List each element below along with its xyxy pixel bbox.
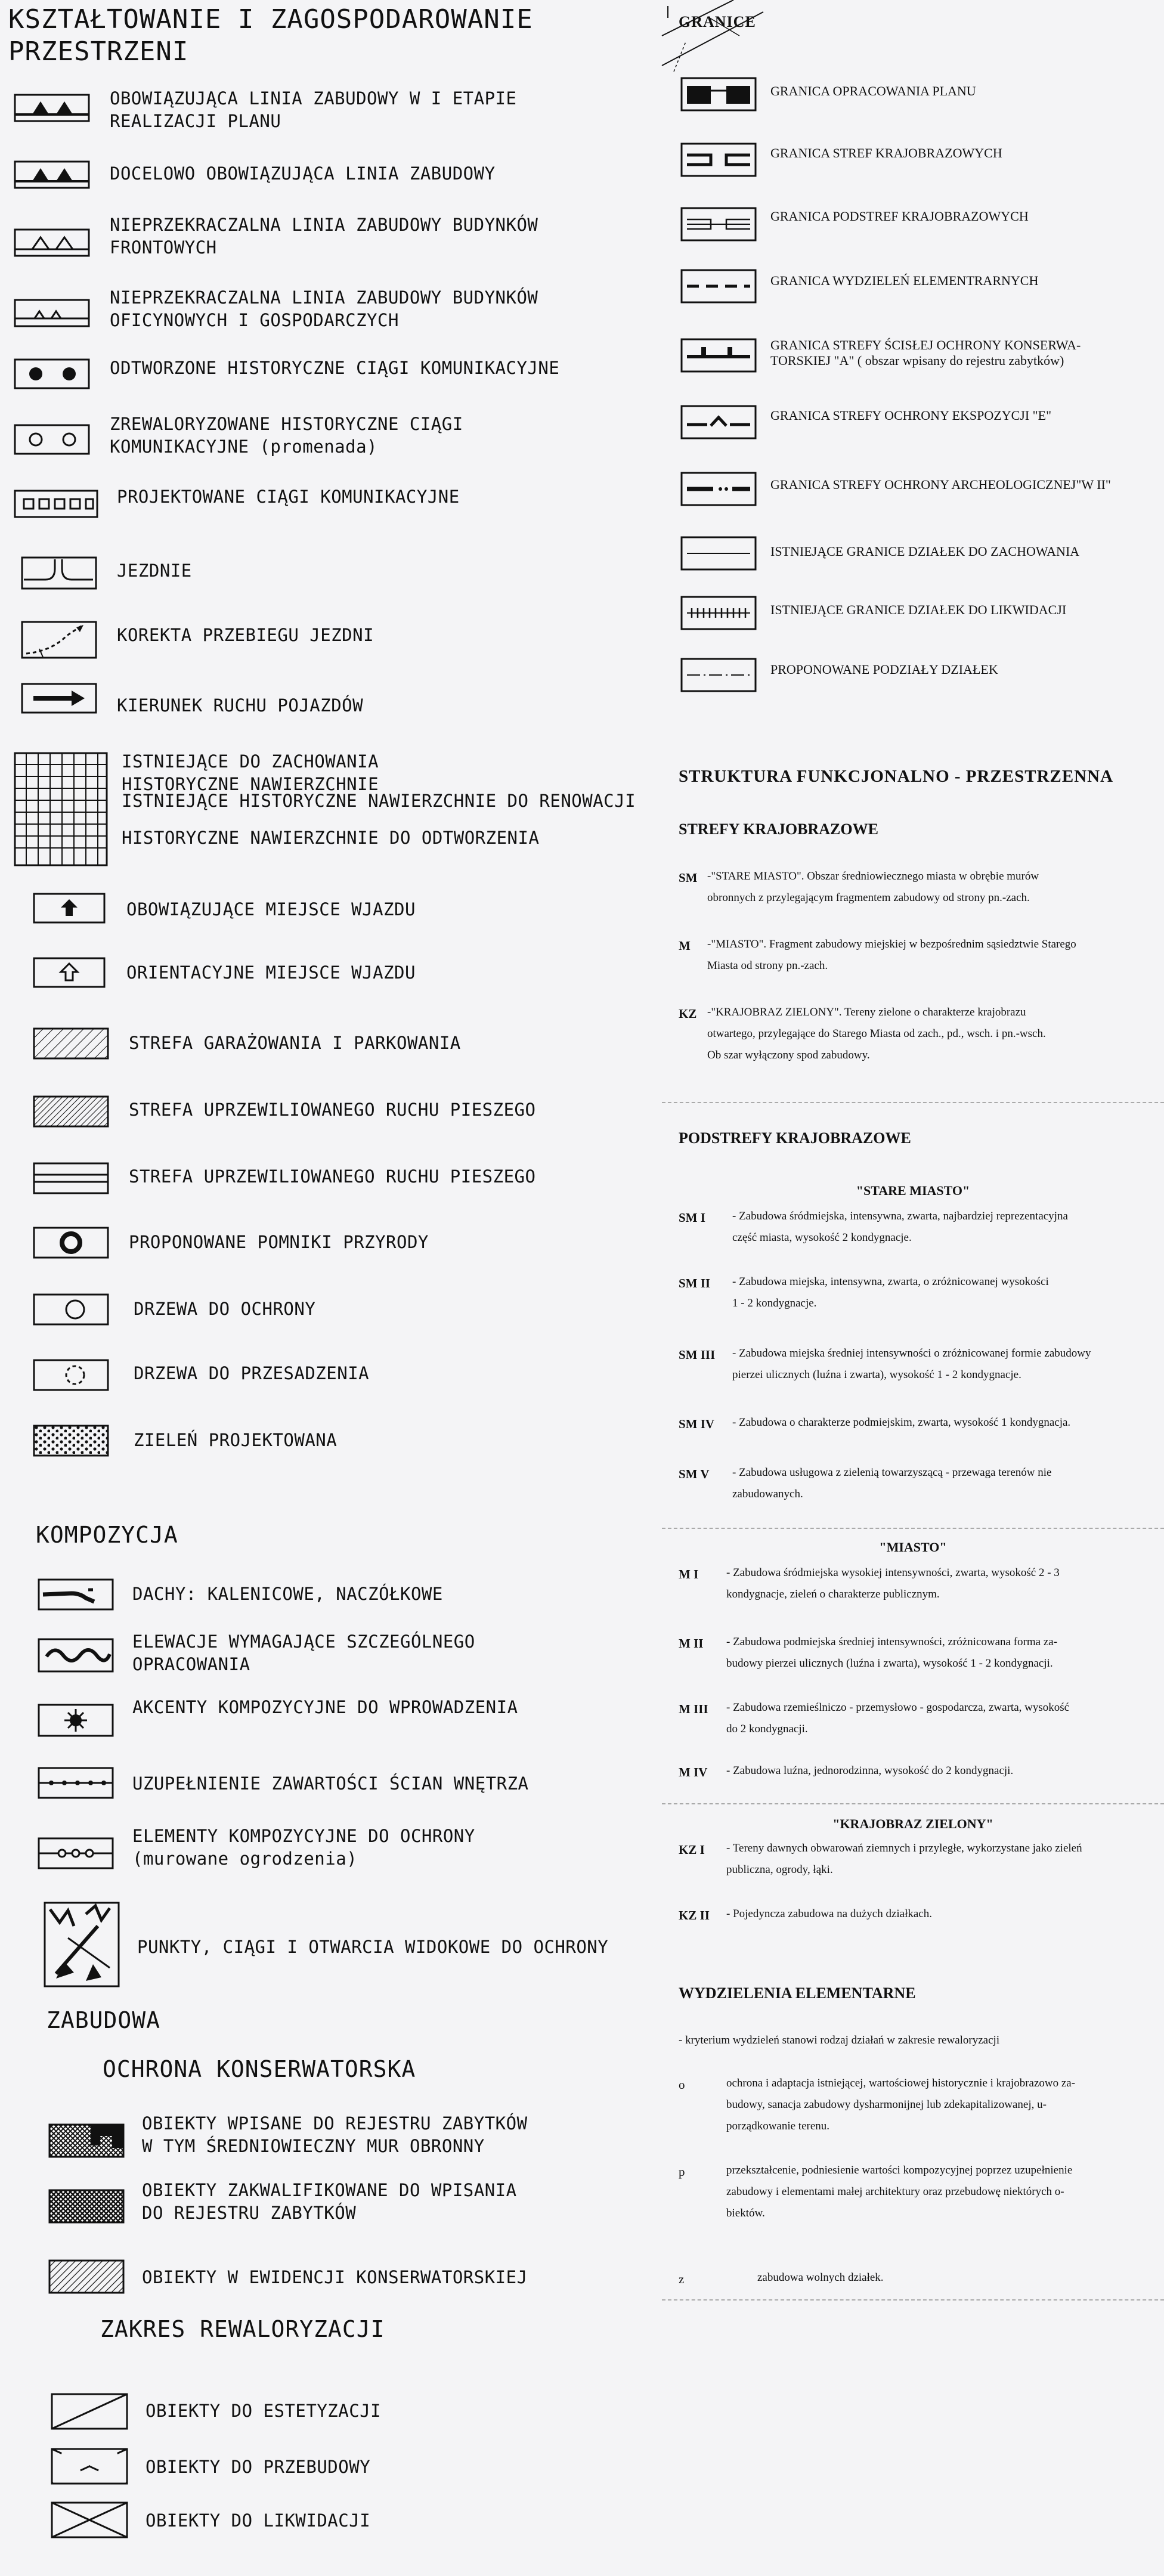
legend-label: NIEPRZEKRACZALNA LINIA ZABUDOWY BUDYNKÓW FRONTOWYCH: [110, 215, 538, 258]
legend-label: ISTNIEJĄCE HISTORYCZNE NAWIERZCHNIE DO RENOWACJI: [122, 791, 636, 811]
legend-label: ISTNIEJĄCE DO ZACHOWANIA HISTORYCZNE NAWIERZCHNIE: [122, 751, 379, 794]
legend-label: JEZDNIE: [117, 561, 192, 581]
legend-label: OBOWIĄZUJĄCA LINIA ZABUDOWY W I ETAPIE REALIZACJI PLANU: [110, 88, 517, 131]
legend-label: OBIEKTY ZAKWALIFIKOWANE DO WPISANIA DO REJESTRU ZABYTKÓW: [142, 2180, 517, 2223]
legend-label: KIERUNEK RUCHU POJAZDÓW: [117, 695, 364, 716]
legend-item: [0, 2259, 656, 2301]
unit-description: zabudowa wolnych działek.: [757, 2271, 884, 2284]
subzone-code: SM II: [679, 1276, 711, 1290]
subzone-description: - Zabudowa miejska, intensywna, zwarta, o zróżnicowanej wysokości 1 - 2 kondygnacje.: [732, 1275, 1049, 1309]
wave-icon: [38, 1639, 113, 1672]
legend-label: KOREKTA PRZEBIEGU JEZDNI: [117, 625, 374, 645]
subzone-description: - Zabudowa rzemieślniczo - przemysłowo - gospodarcza, zwarta, wysokość do 2 kondygnacji.: [726, 1701, 1070, 1735]
legend-item: [0, 1292, 656, 1330]
circle-icon: [33, 1294, 109, 1325]
unit-description: ochrona i adaptacja istniejącej, wartościowej historycznie i krajobrazowo za- budowy, sanacja zabudowy dysharmonijnej lub zdekapitalizowanej, u- porządkowanie terenu.: [726, 2077, 1076, 2132]
legend-item: [0, 1825, 656, 1878]
zone-code: SM: [679, 871, 698, 885]
section-title-strefy: STREFY KRAJOBRAZOWE: [679, 821, 878, 838]
boundary-label: GRANICA PODSTREF KRAJOBRAZOWYCH: [770, 209, 1029, 224]
subzone-code: SM III: [679, 1348, 716, 1362]
legend-item: [0, 286, 656, 340]
plan-boundary-icon: [681, 78, 756, 111]
section-title-kompozycja: KOMPOZYCJA: [36, 1522, 178, 1548]
legend-item: [0, 483, 656, 525]
viewpoint-icon: [44, 1902, 119, 1987]
section-title-podstrefy: PODSTREFY KRAJOBRAZOWE: [679, 1129, 911, 1147]
open-triangles-line-icon: [14, 229, 89, 256]
dotted-line-icon: [38, 1767, 113, 1798]
filled-dots-icon: [14, 359, 89, 389]
legend-label: STREFA UPRZEWILIOWANEGO RUCHU PIESZEGO: [129, 1100, 536, 1120]
legend-right-column: [662, 0, 1164, 2576]
legend-item: [0, 2112, 656, 2166]
zone-description: -"MIASTO". Fragment zabudowy miejskiej w bezpośrednim sąsiedztwie Starego Miasta od strony pn.-zach.: [707, 938, 1076, 972]
boundary-label: GRANICA WYDZIELEŃ ELEMENTRARNYCH: [770, 273, 1039, 288]
boundary-label: GRANICA STREFY ŚCISŁEJ OCHRONY KONSERWA- TORSKIEJ "A" ( obszar wpisany do rejestru zabytków): [770, 338, 1081, 368]
legend-label: PROPONOWANE POMNIKI PRZYRODY: [129, 1232, 429, 1252]
legend-item: [0, 1902, 656, 1974]
exposure-e-boundary-icon: [681, 405, 756, 439]
legend-label: OBIEKTY DO LIKWIDACJI: [146, 2510, 371, 2531]
solid-triangles-line-icon: [14, 161, 89, 188]
subzone-group-title: "MIASTO": [879, 1540, 947, 1555]
subzone-description: - Tereny dawnych obwarowań ziemnych i przyległe, wykorzystane jako zieleń publiczna, ogrody, łąki.: [726, 1842, 1082, 1876]
dashed-circle-icon: [33, 1360, 109, 1391]
section-title-ochrona: OCHRONA KONSERWATORSKA: [103, 2056, 416, 2082]
boundary-label: ISTNIEJĄCE GRANICE DZIAŁEK DO LIKWIDACJI: [770, 602, 1067, 617]
subzone-code: KZ II: [679, 1908, 710, 1922]
legend-label: NIEPRZEKRACZALNA LINIA ZABUDOWY BUDYNKÓW OFICYNOWYCH I GOSPODARCZYCH: [110, 287, 538, 330]
divider: [662, 1528, 1164, 1529]
divider: [662, 2299, 1164, 2301]
legend-item: [0, 1627, 656, 1680]
legend-label: DRZEWA DO OCHRONY: [134, 1299, 316, 1319]
open-circles-icon: [14, 425, 89, 454]
subzone-description: - Zabudowa śródmiejska wysokiej intensywności, zwarta, wysokość 2 - 3 kondygnacje, zieleń o charakterze publicznym.: [726, 1566, 1060, 1600]
legend-label: OBIEKTY WPISANE DO REJESTRU ZABYTKÓW W TYM ŚREDNIOWIECZNY MUR OBRONNY: [142, 2113, 528, 2156]
roadway-icon: [21, 557, 97, 589]
legend-item: [0, 1765, 656, 1803]
small-triangles-line-icon: [14, 299, 89, 327]
legend-item: [0, 1577, 656, 1615]
subzone-description: - Zabudowa luźna, jednorodzinna, wysokość do 2 kondygnacji.: [726, 1764, 1014, 1777]
historic-paving-grid-icon: [14, 753, 107, 866]
subzone-description: - Zabudowa podmiejska średniej intensywności, zróżnicowana forma za- budowy pierzei ulicznych (luźna i zwarta), wysokość 1 - 2 kondygnacji.: [726, 1636, 1058, 1670]
legend-item: [0, 1225, 656, 1263]
legend-label: OBIEKTY W EWIDENCJI KONSERWATORSKIEJ: [142, 2267, 528, 2287]
unit-code: o: [679, 2077, 685, 2092]
x-box-icon: [51, 2502, 128, 2538]
boundary-label: GRANICA STREF KRAJOBRAZOWYCH: [770, 145, 1002, 160]
solid-triangles-line-icon: [14, 94, 89, 122]
diagonal-hatch-box-icon: [49, 2260, 124, 2293]
bold-ring-icon: [33, 1227, 109, 1258]
boundary-label: GRANICA STREFY OCHRONY EKSPOZYCJI "E": [770, 408, 1052, 423]
legend-label: OBIEKTY DO ESTETYZACJI: [146, 2401, 382, 2421]
legend-label: DOCELOWO OBOWIĄZUJĄCA LINIA ZABUDOWY: [110, 163, 496, 184]
legend-label: ZIELEŃ PROJEKTOWANA: [134, 1430, 338, 1450]
entry-open-arrow-icon: [33, 958, 105, 987]
subzone-group-title: "STARE MIASTO": [856, 1183, 970, 1198]
archaeology-boundary-icon: [681, 472, 756, 506]
subzone-code: M IV: [679, 1765, 708, 1779]
subzone-description: - Zabudowa usługowa z zielenią towarzyszącą - przewaga terenów nie zabudowanych.: [732, 1466, 1052, 1500]
landscape-subzone-boundary-icon: [681, 208, 756, 241]
legend-item: [0, 955, 656, 993]
legend-item: [0, 2502, 656, 2544]
dotted-box-icon: [33, 1425, 109, 1456]
divider: [662, 1102, 1164, 1103]
subzone-code: M II: [679, 1636, 704, 1651]
legend-item: [0, 1160, 656, 1199]
subzone-group-title: "KRAJOBRAZ ZIELONY": [832, 1816, 993, 1831]
legend-label: ODTWORZONE HISTORYCZNE CIĄGI KOMUNIKACYJNE: [110, 358, 560, 378]
unit-description: przekształcenie, podniesienie wartości kompozycyjnej poprzez uzupełnienie zabudowy i elementami małej architektury oraz przebudowę niektórych o- biektów.: [726, 2164, 1073, 2219]
legend-item: [0, 213, 656, 267]
legend-label: ZREWALORYZOWANE HISTORYCZNE CIĄGI KOMUNIKACYJNE (promenada): [110, 414, 463, 457]
conservation-a-boundary-icon: [681, 339, 756, 372]
boundary-label: ISTNIEJĄCE GRANICE DZIAŁEK DO ZACHOWANIA: [770, 544, 1080, 559]
legend-label: PUNKTY, CIĄGI I OTWARCIA WIDOKOWE DO OCHRONY: [137, 1937, 609, 1957]
subzone-code: M III: [679, 1702, 708, 1716]
legend-label: OBOWIĄZUJĄCE MIEJSCE WJAZDU: [126, 899, 416, 919]
legend-item: [0, 1423, 656, 1461]
map-fragment-corner: [662, 0, 769, 78]
hatch-box-icon: [33, 1028, 109, 1059]
section-title-ksztaltowanie: KSZTAŁTOWANIE I ZAGOSPODAROWANIE PRZESTRZENI: [8, 4, 533, 67]
section-title-zakres: ZAKRES REWALORYZACJI: [100, 2316, 385, 2342]
unit-code: z: [679, 2272, 685, 2286]
wydzielenia-intro: - kryterium wydzieleń stanowi rodzaj działań w zakresie rewaloryzacji: [679, 2034, 1000, 2046]
subzone-description: - Zabudowa o charakterze podmiejskim, zwarta, wysokość 1 kondygnacja.: [732, 1416, 1071, 1429]
zone-description: -"STARE MIASTO". Obszar średniowiecznego miasta w obrębie murów obronnych z przylegającym fragmentem zabudowy od strony pn.-zach.: [707, 870, 1039, 904]
subzone-description: - Pojedyncza zabudowa na dużych działkach.: [726, 1908, 933, 1920]
section-title-granice: GRANICE: [679, 13, 756, 30]
elementary-boundary-icon: [681, 270, 756, 303]
squares-row-icon: [14, 490, 98, 518]
subzone-code: SM IV: [679, 1417, 715, 1431]
section-title-wydzielenia: WYDZIELENIA ELEMENTARNE: [679, 1984, 916, 2002]
legend-item: [0, 1094, 656, 1132]
subzone-code: KZ I: [679, 1843, 705, 1857]
roof-icon: [38, 1579, 113, 1610]
section-title-zabudowa: ZABUDOWA: [47, 2007, 161, 2033]
legend-item: [0, 683, 656, 719]
roadway-correction-icon: [21, 621, 97, 658]
register-wall-icon: [49, 2124, 124, 2157]
legend-label: STREFA GARAŻOWANIA I PARKOWANIA: [129, 1033, 461, 1053]
legend-label: UZUPEŁNIENIE ZAWARTOŚCI ŚCIAN WNĘTRZA: [132, 1773, 529, 1794]
subzone-code: M I: [679, 1567, 699, 1581]
legend-item: [0, 1026, 656, 1064]
legend-label: HISTORYCZNE NAWIERZCHNIE DO ODTWORZENIA: [122, 828, 540, 848]
star-accent-icon: [38, 1704, 113, 1736]
unit-code: p: [679, 2165, 685, 2179]
legend-item: [0, 413, 656, 466]
parcel-remove-icon: [681, 596, 756, 630]
legend-label: ORIENTACYJNE MIEJSCE WJAZDU: [126, 962, 416, 983]
legend-label: PROJEKTOWANE CIĄGI KOMUNIKACYJNE: [117, 487, 460, 507]
legend-label: DRZEWA DO PRZESADZENIA: [134, 1363, 370, 1383]
crosshatch-box-icon: [49, 2190, 124, 2223]
zone-code: KZ: [679, 1007, 697, 1021]
legend-item: [0, 617, 656, 664]
boundary-label: GRANICA STREFY OCHRONY ARCHEOLOGICZNEJ"W II": [770, 477, 1111, 492]
subzone-code: SM V: [679, 1467, 710, 1481]
dense-hatch-box-icon: [33, 1096, 109, 1127]
double-line-box-icon: [33, 1163, 109, 1194]
subzone-description: - Zabudowa śródmiejska, intensywna, zwarta, najbardziej reprezentacyjna część miasta, wysokość 2 kondygnacje.: [732, 1210, 1068, 1244]
legend-label: ELEMENTY KOMPOZYCYJNE DO OCHRONY (murowane ogrodzenia): [132, 1826, 475, 1869]
parcel-keep-icon: [681, 537, 756, 570]
landscape-zone-boundary-icon: [681, 143, 756, 177]
legend-item: [0, 891, 656, 929]
legend-item: [0, 551, 656, 593]
legend-label: ELEWACJE WYMAGAJĄCE SZCZEGÓLNEGO OPRACOWANIA: [132, 1631, 475, 1674]
legend-item: [0, 156, 656, 198]
legend-item: [0, 2448, 656, 2490]
subzone-code: SM I: [679, 1210, 705, 1225]
legend-item: [0, 353, 656, 395]
section-title-struktura: STRUKTURA FUNKCJONALNO - PRZESTRZENNA: [679, 767, 1114, 786]
rings-line-icon: [38, 1838, 113, 1869]
legend-item: [0, 1696, 656, 1738]
single-diagonal-box-icon: [51, 2394, 128, 2429]
boundary-label: PROPONOWANE PODZIAŁY DZIAŁEK: [770, 662, 998, 677]
zone-description: -"KRAJOBRAZ ZIELONY". Tereny zielone o charakterze krajobrazu otwartego, przylegające do Starego Miasta od zach., pd., wsch. i pn.-wsch. Ob szar wyłączony spod zabudowy.: [707, 1006, 1046, 1061]
subzone-description: - Zabudowa miejska średniej intensywności o zróżnicowanej formie zabudowy pierzei ulicznych (luźna i zwarta), wysokość 1 - 2 kondygnacje.: [732, 1347, 1091, 1381]
dashed-x-box-icon: [51, 2448, 128, 2484]
legend-item: [0, 87, 656, 141]
legend-item: [0, 1357, 656, 1395]
legend-item: [0, 2394, 656, 2435]
arrow-right-icon: [21, 683, 97, 713]
zone-code: M: [679, 939, 691, 953]
entry-filled-arrow-icon: [33, 893, 105, 923]
legend-label: AKCENTY KOMPOZYCYJNE DO WPROWADZENIA: [132, 1697, 518, 1717]
legend-label: OBIEKTY DO PRZEBUDOWY: [146, 2457, 371, 2477]
divider: [662, 1803, 1164, 1804]
legend-item: [0, 2179, 656, 2233]
legend-label: DACHY: KALENICOWE, NACZÓŁKOWE: [132, 1584, 443, 1604]
parcel-proposed-icon: [681, 658, 756, 692]
legend-label: STREFA UPRZEWILIOWANEGO RUCHU PIESZEGO: [129, 1166, 536, 1187]
boundary-label: GRANICA OPRACOWANIA PLANU: [770, 83, 976, 98]
